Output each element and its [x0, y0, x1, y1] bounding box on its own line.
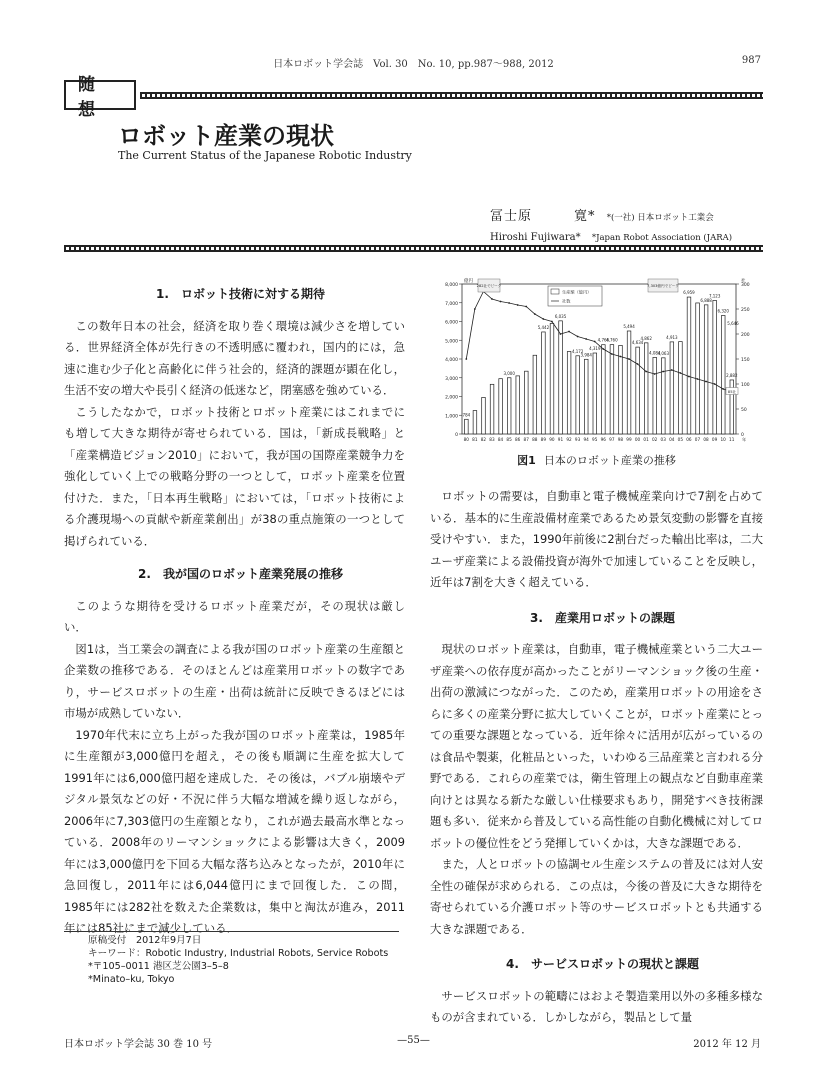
left-column [64, 284, 405, 940]
bar [636, 347, 640, 434]
company-count-point [474, 308, 476, 310]
bar-data-label: 2,882 [726, 372, 738, 378]
company-count-point [662, 371, 664, 373]
bar [670, 342, 674, 434]
heading-section-2: 2. 我が国のロボット産業発展の推移 [138, 567, 343, 581]
company-count-point [679, 372, 681, 374]
title-english: The Current Status of the Japanese Robotic Industry [118, 149, 412, 162]
y-right-tick-label: 0 [741, 433, 744, 438]
company-count-point [705, 381, 707, 383]
bar [576, 356, 580, 434]
bar [516, 376, 520, 434]
x-tick-label: 03 [660, 437, 666, 442]
company-count-point [500, 301, 502, 303]
x-tick-label: 00 [634, 437, 641, 442]
y-left-tick-label: 6,000 [445, 320, 458, 326]
company-count-point [628, 358, 630, 360]
x-tick-label: 81 [472, 437, 478, 442]
y-right-tick-label: 250 [741, 308, 750, 313]
y-right-tick-label: 300 [741, 283, 750, 288]
author-name-en: Hiroshi Fujiwara* [490, 232, 581, 243]
bar [533, 355, 537, 434]
company-count-point [560, 333, 562, 335]
bar-data-label: 5,442 [537, 324, 550, 330]
legend-line-label: 社数 [562, 298, 571, 304]
paragraph: こうしたなかで，ロボット技術とロボット産業にはこれまでにも増して大きな期待が寄せられている．国は，「新成長戦略」と「産業構造ビジョン2010」において，我が国の国際産業競争力を強化していく上での戦略分野の一つとして，ロボット産業を位置付けた．また，「日本再生戦略」においては，「ロボット技術による介護現場への貢献や新産業創出」が38の重点施策の一つとして掲げられている． [64, 404, 405, 548]
plot-frame [462, 284, 736, 434]
bar-data-label: 4,862 [640, 335, 652, 341]
bar [704, 305, 708, 434]
y-left-tick-label: 5,000 [445, 339, 458, 345]
footnote-keywords: キーワード：Robotic Industry, Industrial Robots, Service Robots [88, 948, 389, 959]
bar-data-label: 4,084 [649, 350, 661, 356]
bar-data-label: 6,959 [683, 290, 695, 296]
heading-section-4: 4. サービスロボットの現状と課題 [506, 957, 699, 971]
x-tick-label: 05 [677, 437, 684, 442]
x-tick-label: 93 [574, 437, 581, 442]
bar [653, 357, 657, 434]
figure-caption [430, 452, 763, 468]
company-count-point [722, 388, 724, 390]
x-tick-label: 01 [643, 437, 649, 442]
x-tick-label: 96 [600, 437, 606, 442]
bar [490, 384, 494, 434]
company-count-point [491, 298, 493, 300]
bar [662, 358, 666, 434]
bar [482, 397, 486, 434]
footnotes [88, 934, 406, 986]
footer-page: —55— [397, 1035, 430, 1046]
company-count-point [585, 338, 587, 340]
annotation-latest-production: 5,646 [727, 321, 739, 327]
footnote-address-ja: *〒105–0011 港区芝公園3–5–8 [88, 961, 229, 972]
footnote-address-en: *Minato–ku, Tokyo [88, 974, 175, 985]
bar-data-label: 4,319 [589, 346, 601, 352]
right-column [430, 486, 763, 1029]
y-left-tick-label: 1,000 [445, 414, 458, 420]
annotation-peak-production: 7,303億円でピーク [647, 284, 679, 288]
heading-section-1: 1. ロボット技術に対する期待 [156, 287, 325, 301]
figure-caption-text: 日本のロボット産業の推移 [543, 454, 676, 467]
x-tick-label: 99 [626, 437, 632, 442]
bar [525, 371, 529, 434]
company-count-point [465, 358, 467, 360]
x-tick-label: 84 [497, 437, 504, 442]
author-affil-ja: *(一社) 日本ロボット工業会 [606, 213, 714, 223]
company-count-point [645, 371, 647, 373]
company-count-point [534, 313, 536, 315]
paragraph: また，人とロボットの協調セル生産システムの普及には対人安全性の確保が求められる．この点は，今後の普及に大きな期待を寄せられている介護ロボット等のサービスロボットとも共通する大きな課題である． [430, 857, 763, 936]
x-tick-label: 90 [549, 437, 555, 442]
y-right-tick-label: 200 [741, 333, 750, 338]
x-tick-label: 98 [617, 437, 624, 442]
bar [602, 345, 606, 434]
bar [679, 342, 683, 434]
bar [687, 297, 691, 434]
annotation-latest-companies: 85社 [727, 390, 737, 394]
bar [567, 352, 571, 435]
x-tick-label: 85 [506, 437, 512, 442]
bar [584, 359, 588, 434]
x-tick-label: 87 [523, 437, 529, 442]
bar [593, 353, 597, 434]
author-rule [64, 245, 763, 252]
footer-date: 2012 年 12 月 [693, 1039, 761, 1050]
company-count-point [517, 304, 519, 306]
bar-data-label: 6,888 [700, 297, 712, 303]
footnote-divider [64, 931, 399, 932]
author-name-ja: 冨士原 寛* [490, 209, 596, 224]
y-left-tick-label: 8,000 [445, 283, 458, 288]
company-count-point [568, 331, 570, 333]
company-count-point [577, 336, 579, 338]
bar [610, 345, 614, 434]
x-tick-label: 89 [540, 437, 547, 442]
y-right-unit: 社 [741, 279, 746, 284]
company-count-point [551, 321, 553, 323]
x-tick-label: 04 [669, 437, 675, 442]
y-left-tick-label: 3,000 [445, 376, 458, 382]
bar [499, 379, 503, 434]
page-number: 987 [741, 55, 761, 66]
x-tick-label: 11 [729, 437, 735, 442]
y-right-tick-label: 150 [741, 358, 750, 363]
x-tick-label: 09 [711, 437, 718, 442]
annotation-peak-companies: 282社でピーク [476, 284, 502, 288]
production-chart [436, 276, 766, 446]
company-count-point [714, 383, 716, 385]
bar-data-label: 4,634 [631, 340, 644, 346]
company-count-point [542, 318, 544, 320]
bar [559, 321, 563, 434]
heading-section-3: 3. 産業用ロボットの課題 [530, 610, 675, 625]
footer-journal: 日本ロボット学会誌 30 巻 10 号 [64, 1039, 213, 1050]
paragraph: この数年日本の社会，経済を取り巻く環境は減少さを増している．世界経済全体が先行きの不透明感に覆われ，国内的には，急速に進む少子化と高齢化に伴う社会的，経済的課題が顕在化し，生活不安の増大や長引く経済の低迷など，閉塞感を強めている． [64, 318, 405, 397]
bar [473, 411, 477, 434]
paragraph: サービスロボットの範疇にはおよそ製造業用以外の多種多様なものが含まれている．しかしながら，製品として量 [430, 988, 763, 1024]
company-count-point [611, 353, 613, 355]
x-tick-label: 83 [489, 437, 495, 442]
bar [507, 378, 511, 434]
x-tick-label: 94 [583, 437, 589, 442]
company-count-point [525, 306, 527, 308]
legend-bar-swatch [551, 289, 559, 294]
y-right-tick-label: 50 [741, 408, 747, 413]
x-tick-label: 02 [651, 437, 658, 442]
x-unit: 年 [742, 437, 747, 442]
x-tick-label: 82 [480, 437, 487, 442]
bar-data-label: 4,913 [666, 334, 678, 340]
running-header: 日本ロボット学会誌 Vol. 30 No. 10, pp.987～988, 2012 [273, 59, 554, 70]
bar [721, 316, 725, 435]
bar-data-label: 4,760 [606, 337, 618, 343]
author-block [490, 207, 762, 248]
company-count-point [697, 378, 699, 380]
bar [627, 331, 631, 434]
bar-data-label: 784 [462, 412, 471, 418]
bar [542, 332, 546, 434]
bar [644, 343, 648, 434]
header-rule [140, 92, 763, 99]
company-count-point [508, 302, 510, 304]
bar-data-label: 4,172 [571, 348, 584, 354]
x-tick-label: 86 [514, 437, 521, 442]
paragraph: 現状のロボット産業は，自動車，電子機械産業という二大ユーザ産業への依存度が高かったことがリーマンショック後の生産・出荷の激減につながった．このため，産業用ロボットの用途をさらに多くの産業分野に拡大していくことが，ロボット産業にとっての重要な課題となっている．近年徐々に活用が広がっているのは食品や製薬，化粧品といった，いわゆる三品産業と言われる分野である．これらの産業では，衛生管理上の観点など自動車産業向けとは異なる新たな厳しい仕様要求もあり，開発すべき技術課題も多い．従来から普及している高性能の自動化機械に対してロボットの優位性をどう発揮していくかは，大きな課題である． [430, 642, 763, 850]
paragraph: このような期待を受けるロボット産業だが，その現状は厳しい． [64, 598, 405, 634]
y-right-tick-label: 100 [741, 383, 750, 388]
bar [713, 300, 717, 434]
company-count-point [602, 348, 604, 350]
section-label: 随想 [64, 80, 136, 110]
bar [550, 323, 554, 434]
figure-label: 図1 [517, 454, 536, 467]
x-tick-label: 80 [463, 437, 469, 442]
y-left-tick-label: 4,000 [445, 358, 458, 363]
bar [619, 345, 623, 434]
x-tick-label: 91 [557, 437, 564, 442]
x-tick-label: 07 [694, 437, 701, 442]
company-count-point [637, 363, 639, 365]
y-left-tick-label: 2,000 [445, 395, 458, 401]
bar-data-label: 3,984 [580, 352, 592, 358]
company-count-point [654, 373, 656, 375]
y-left-unit: 億円 [464, 279, 473, 284]
bar-data-label: 4,063 [657, 350, 670, 356]
bar [696, 303, 700, 434]
paragraph: 1970年代末に立ち上がった我が国のロボット産業は，1985年に生産額が3,000億円を超え，その後も順調に生産を拡大して1991年には6,000億円超を達成した．その後は，バブル崩壊やデジタル景気などの好・不況に伴う大幅な増減を繰り返しながら，2006年に7,303億円の生産額となり，これが過去最高水準となっている．2008年のリーマンショックによる影響は大きく，2009年には3,000億円を下回る大幅な落ち込みとなったが，2010年に急回復し，2011年には6,044億円にまで回復した．この間，1985年には282社を数えた企業数は，集中と淘汰が進み，2011年には85社にまで減少している． [64, 727, 405, 935]
x-tick-label: 95 [592, 437, 598, 442]
x-tick-label: 97 [609, 437, 615, 442]
footnote-received: 原稿受付 2012年9月7日 [88, 935, 202, 946]
company-count-point [671, 369, 673, 371]
bar [465, 419, 469, 434]
author-affil-en: *Japan Robot Association (JARA) [591, 233, 733, 243]
legend-bar-label: 生産額（億円） [562, 289, 592, 295]
y-left-tick-label: 0 [455, 433, 458, 438]
bar-data-label: 6,320 [717, 308, 729, 314]
x-tick-label: 88 [532, 437, 538, 442]
x-tick-label: 06 [686, 437, 692, 442]
title-japanese: ロボット産業の現状 [118, 122, 334, 150]
paragraph: ロボットの需要は，自動車と電子機械産業向けで7割を占めている．基本的に生産設備材産業であるため景気変動の影響を直接受けやすい．また，1990年前後に2割台だった輸出比率は，二大ユーザ産業による設備投資が海外で加速していることを反映し，近年は7割を大きく超えている． [430, 489, 763, 589]
y-left-tick-label: 7,000 [445, 301, 458, 307]
x-tick-label: 08 [703, 437, 709, 442]
paragraph: 図1は，当工業会の調査による我が国のロボット産業の生産額と企業数の推移である．そのほとんどは産業用ロボットの数字であり，サービスロボットの生産・出荷は統計に反映できるほどには市場が成熟していない． [64, 641, 405, 720]
company-count-point [688, 376, 690, 378]
bar-data-label: 7,123 [708, 293, 721, 299]
bar-data-label: 5,494 [623, 323, 635, 329]
x-tick-label: 92 [566, 437, 572, 442]
bar-data-label: 4,766 [597, 337, 610, 343]
company-count-point [594, 341, 596, 343]
x-tick-label: 10 [720, 437, 726, 442]
company-count-point [620, 356, 622, 358]
bar-data-label: 3,000 [503, 370, 515, 376]
bar-data-label: 6,035 [554, 313, 567, 319]
